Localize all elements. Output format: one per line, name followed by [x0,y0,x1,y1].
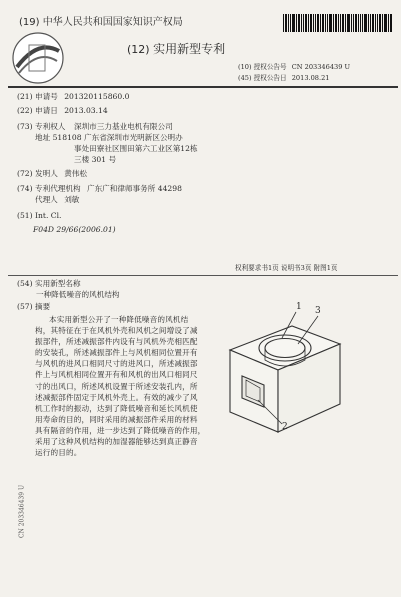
office-header [19,13,183,28]
agency: 广东广和律师事务所 44298 [87,184,182,193]
agent-line [35,195,79,205]
abstract-label: 摘要 [35,302,51,311]
abstract-figure [212,300,362,452]
barcode [283,14,393,32]
abstract-line: 与风机的进风口相同尺寸的进风口，所述减振部 [35,359,198,369]
abstract-line: 具有隔音的作用，进一步达到了降低噪音的作用， [35,425,206,435]
app-date: 2013.03.14 [64,106,108,115]
pub-date: 2013.08.21 [291,74,330,82]
abstract-line: 运行的目的。 [35,448,82,458]
ipc-code: (51) [17,211,33,220]
inventor: 黄伟松 [64,169,87,178]
abstract-line: 构，其特征在于在风机外壳和风机之间增设了减 [35,326,198,336]
patentee-heading [17,122,65,132]
abstract-line: 述减振部件固定于风机外壳上。有效的减少了风 [35,392,198,402]
app-date-label: 申请日 [35,106,58,115]
agent: 刘敏 [64,195,80,204]
abstract-code: (57) [17,302,33,311]
title-label: 实用新型名称 [35,279,81,288]
app-no: 201320115860.0 [64,92,130,101]
claims-info: 权利要求书1页 说明书3页 附图1页 [235,264,338,272]
app-date-code: (22) [17,106,33,115]
cnipa-logo [11,31,65,85]
abstract-line: 本实用新型公开了一种降低噪音的风机结 [49,315,189,324]
abstract-line: 的安装孔，所述减振部件上与风机相同位置开有 [35,348,198,358]
title-code: (54) [17,279,33,288]
abstract-line: 用寿命的目的，同时采用的减振部件采用的材料 [35,414,198,424]
ipc-value: F04D 29/66(2006.01) [33,225,116,234]
abstract-line: 振部件，所述减振部件内设有与风机外壳相匹配 [35,337,198,347]
figure-label-3: 3 [315,306,321,316]
app-no-code: (21) [17,92,33,101]
claims-rule [8,275,398,276]
agency-code: (74) [17,184,33,193]
abstract-body [35,314,205,458]
pub-no-label: 授权公告号 [253,63,287,71]
agency-label: 专利代理机构 [35,184,81,193]
pub-date-code: (45) [238,74,252,82]
ipc-label: Int. Cl. [35,211,62,220]
abstract-line: 机工作时的振动，达到了降低噪音和延长风机使 [35,403,198,413]
patentee-line-2: 地址 518108 广东省深圳市光明新区公明办 [35,133,183,142]
patentee-code: (73) [17,122,33,131]
utility-model-title: 一种降低噪音的风机结构 [36,290,120,299]
patentee-label: 专利权人 [35,122,66,131]
title-heading [17,279,81,289]
agent-label: 代理人 [35,195,58,204]
inventor-line [17,169,87,179]
abstract-heading [17,302,50,312]
ipc-heading [17,211,61,221]
doc-type-code: (12) [127,43,150,56]
figure-label-2: 2 [282,422,288,432]
inventor-label: 发明人 [35,169,58,178]
pub-date-line [238,74,330,83]
patentee-line-4: 三楼 301 号 [74,155,117,164]
figure-label-1: 1 [296,302,302,312]
pub-no-code: (10) [238,63,252,71]
app-no-label: 申请号 [35,92,58,101]
doc-type-header [127,40,225,57]
inventor-code: (72) [17,169,33,178]
abstract-line: 件上与风机相同位置开有和风机的出风口相同尺 [35,370,198,380]
pub-date-label: 授权公告日 [253,74,287,82]
abstract-line: 采用了这种风机结构的加湿器能够达到真正静音 [35,437,198,447]
abstract-line: 寸的出风口，所述风机设置于所述安装孔内，所 [35,381,198,391]
app-date-line [17,106,108,116]
app-no-line [17,92,129,102]
patentee-line-1: 深圳市三力基业电机有限公司 [74,122,173,131]
pub-number-line [238,63,350,72]
doc-type: 实用新型专利 [153,42,226,56]
patentee-line-3: 事处田寮社区围田第六工业区第12栋 [74,144,198,153]
header-rule [8,86,398,88]
office-name: 中华人民共和国国家知识产权局 [42,17,183,28]
office-code: (19) [19,17,40,28]
side-pub-code: CN 203346439 U [18,484,26,539]
agency-line [17,184,182,194]
pub-no: CN 203346439 U [291,63,351,71]
